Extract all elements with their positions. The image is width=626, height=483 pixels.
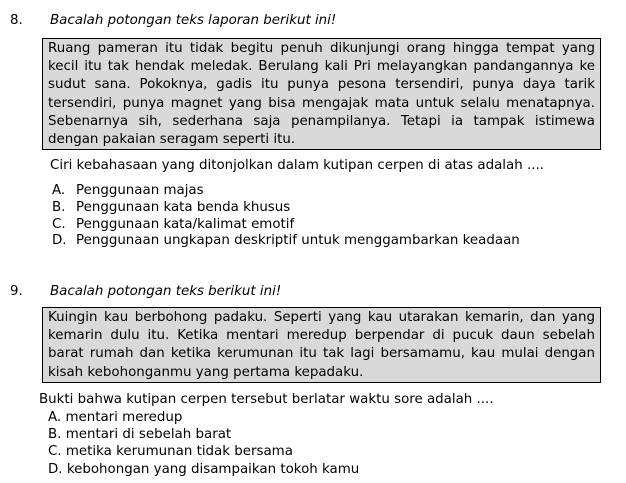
option-letter: A. — [52, 183, 66, 198]
question-9-option-d[interactable]: D. kebohongan yang disampaikan tokoh kamu — [48, 461, 360, 477]
question-8-option-c[interactable] — [52, 217, 520, 234]
question-8-options — [52, 183, 520, 250]
question-9-option-a[interactable]: A. mentari meredup — [48, 410, 183, 425]
question-8-option-d[interactable] — [52, 233, 520, 250]
question-9-number: 9. — [10, 284, 23, 299]
option-text: Penggunaan kata/kalimat emotif — [76, 216, 295, 232]
question-8-option-a[interactable] — [52, 183, 520, 200]
question-8-instruction: Bacalah potongan teks laporan berikut ini! — [50, 13, 337, 28]
option-text: Penggunaan majas — [76, 183, 204, 198]
question-9-stem: Bukti bahwa kutipan cerpen tersebut berlatar waktu sore adalah .... — [39, 392, 494, 407]
question-8-number: 8. — [10, 13, 23, 28]
option-letter: D. — [52, 233, 67, 249]
question-9-options — [48, 409, 359, 478]
question-9-option-b[interactable]: B. mentari di sebelah barat — [48, 427, 232, 443]
question-9-option-c[interactable]: C. metika kerumunan tidak bersama — [48, 444, 293, 460]
question-8-passage-box — [42, 38, 601, 150]
question-8-option-b[interactable] — [52, 200, 520, 217]
option-letter: C. — [52, 216, 66, 232]
question-8-stem: Ciri kebahasaan yang ditonjolkan dalam kutipan cerpen di atas adalah .... — [50, 158, 544, 173]
question-8-passage: Ruang pameran itu tidak begitu penuh dikunjungi orang hingga tempat yang kecil itu tak hendak meledak. Berulang kali Pri melayangkan pandangannya ke sudut sana. Pokoknya, gadis itu punya pesona tersendiri, punya daya tarik tersendiri, punya magnet yang bisa mengajak mata untuk selalu menatapnya. Sebenarnya sih, sederhana saja penampilanya. Tetapi ia tampak istimewa dengan pakaian seragam seperti itu. — [48, 41, 595, 148]
option-letter: B. — [52, 199, 66, 215]
question-9-instruction: Bacalah potongan teks berikut ini! — [50, 284, 282, 299]
question-9-passage-box — [42, 307, 601, 383]
option-text: Penggunaan kata benda khusus — [76, 199, 291, 215]
option-text: Penggunaan ungkapan deskriptif untuk menggambarkan keadaan — [76, 233, 520, 249]
question-9-passage: Kuingin kau berbohong padaku. Seperti yang kau utarakan kemarin, dan yang kemarin dulu itu. Ketika mentari meredup berpendar di pucuk daun sebelah barat rumah dan ketika kerumunan itu tak lagi bersamamu, kau mulai dengan kisah kebohonganmu yang pertama kepadaku. — [48, 310, 595, 380]
